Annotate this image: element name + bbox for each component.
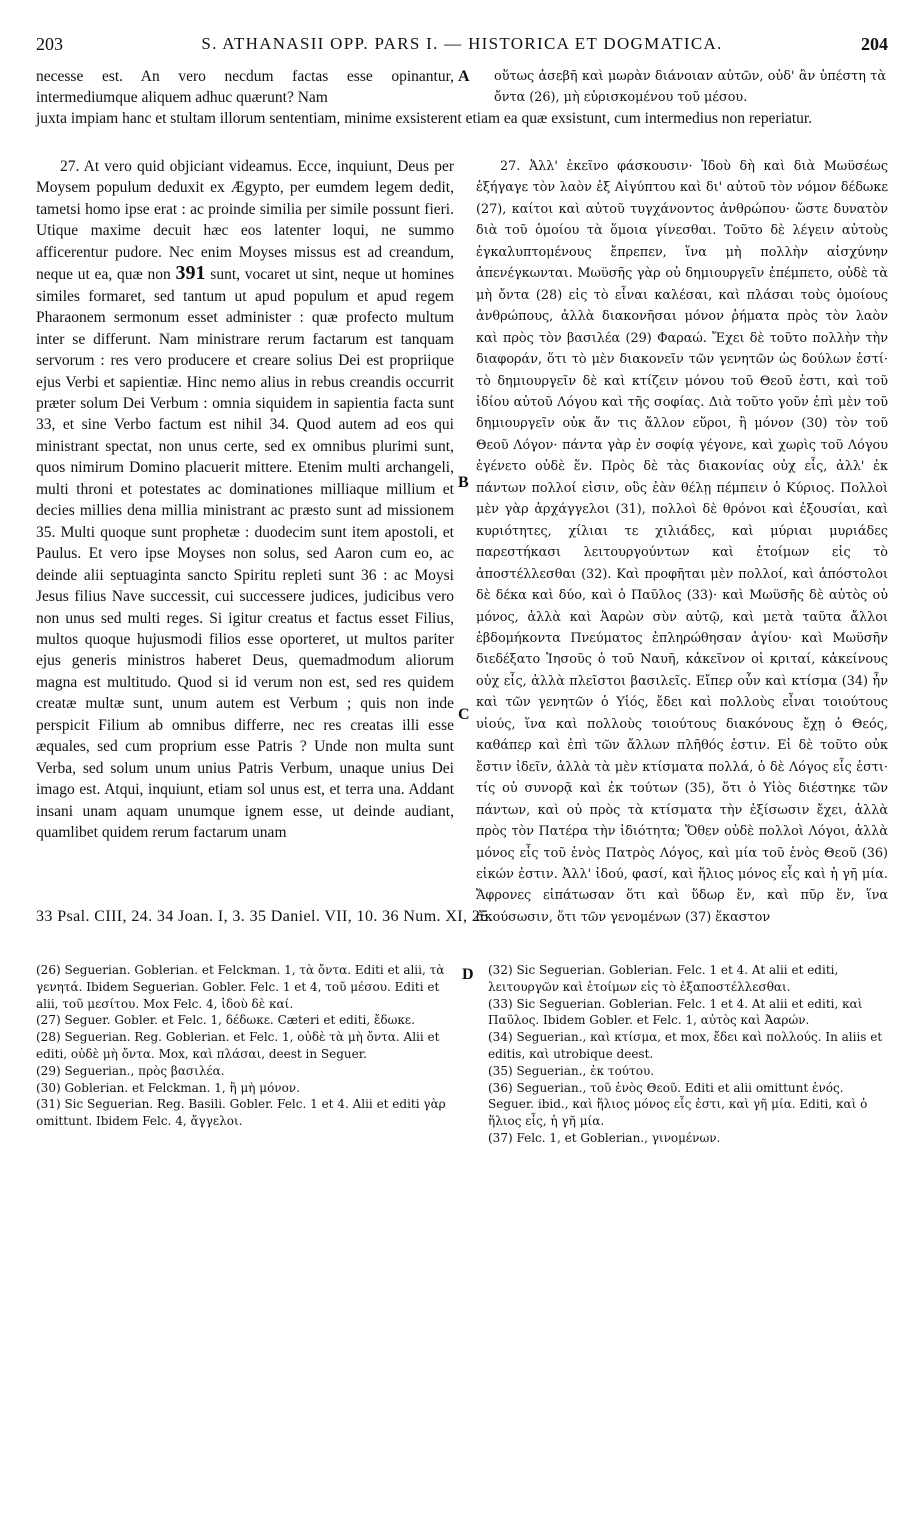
footnote-32: (32) Sic Seguerian. Goblerian. Felc. 1 et 4. At alii et editi, λειτουργῶν καὶ ἑτοίμων εἰς τὸ ἐξαποστέλλεσθαι. [488, 963, 839, 994]
running-title: S. ATHANASII OPP. PARS I. — HISTORICA ET DOGMATICA. [201, 34, 723, 53]
greek-top-lines: οὕτως ἀσεβῆ καὶ μωρὰν διάνοιαν αὐτῶν, οὐδ' ἂν ὑπέστη τὰ ὄντα (26), μὴ εὑρισκομένου τοῦ μέσου. [494, 69, 886, 105]
column-number: 391 [175, 262, 206, 285]
latin-paragraph-27 [36, 156, 454, 844]
footnote-35: (35) Seguerian., ἐκ τούτου. [488, 1063, 655, 1078]
scripture-references: 33 Psal. CIII, 24. 34 Joan. I, 3. 35 Daniel. VII, 10. 36 Num. XI, 25. [36, 908, 494, 925]
footnote-36: (36) Seguerian., τοῦ ἑνὸς Θεοῦ. Editi et alii omittunt ἑνός. Seguer. ibid., καὶ ἥλιος μόνος εἷς ἐστι, καὶ γῆ μία. Editi, καὶ ὁ ἥλιος εἷς, ἡ γῆ μία. [488, 1080, 868, 1129]
footnote-31: (31) Sic Seguerian. Reg. Basili. Gobler. Felc. 1 et 4. Alii et editi γὰρ omittunt. Ibidem Felc. 4, ἄγγελοι. [36, 1097, 446, 1129]
footnote-34: (34) Seguerian., καὶ κτίσμα, et mox, ἔδει καὶ πολλούς. In aliis et editis, καὶ utrobique deest. [488, 1030, 883, 1061]
margin-marker-a: A [458, 68, 470, 85]
footnote-26: (26) Seguerian. Goblerian. et Felckman. 1, τὰ ὄντα. Editi et alii, τὰ γενητά. Ibidem Seguerian. Gobler. Felc. 1 et 4, τοῦ μέσου. Editi et alii, τοῦ μεσίτου. Mox Felc. 4, ἰδοὺ δὲ καί. [36, 963, 445, 1011]
page-number-right: 204 [861, 34, 888, 54]
footnote-28: (28) Seguerian. Reg. Goblerian. et Felc. 1, οὐδὲ τὰ μὴ ὄντα. Alii et editi, οὐδὲ μὴ ὄντα. Mox, καὶ πλάσαι, deest in Seguer. [36, 1030, 440, 1061]
footnote-27: (27) Seguer. Gobler. et Felc. 1, δέδωκε. Cæteri et editi, ἔδωκε. [36, 1013, 415, 1028]
latin-column [36, 156, 454, 886]
margin-marker-b: B [458, 474, 469, 491]
footnotes-right [488, 962, 890, 1147]
latin-text-part-2: sunt, vocaret ut sint, neque ut homines similes formaret, sed tantum ut apud populum et apud regem Pharaonem sermonum esset administer : quæ profecto multum inter se differunt. Nam ministrare rerum factarum est tanquam servorum : res vero producere et creare solius Dei est propriique ejus Verbi et sapientiæ. Hinc nemo alius in rebus creandis occurrit præter solum Dei Verbum : omnia siquidem in sapientia facta sunt 33, et sine Verbo factum est nihil 34. Quod autem ad eos qui ministrant spectat, non unus certe, sed ex omnibus plurimi sunt, quos nimirum Domino placuerit mittere. Etenim multi archangeli, multi throni et potestates ac dominationes milliaque millium et decies millies dena millia ministrant ac præsto sunt ad missionem 35. Multi quoque sunt prophetæ : duodecim sunt item apostoli, et Paulus. Et vero ipse Moyses non solus, sed Aaron cum eo, ac deinde alii septuaginta sancto Spiritu repleti sunt 36 : ac Moysi Jesus filius Nave successit, cui successere judices, judicibus vero non unus sed multi reges. Si igitur creatus et factus esset Filius, multos quoque hujusmodi filios esse oporteret, ut multos pariter ejus generis ministros haberet Deus, quemadmodum aliorum magna est multitudo. Quod si id verum non est, sed res quidem creatæ multæ sunt, unum autem est Verbum ; quis non inde perspicit Filium ab omnibus differre, nec res creatas illi esse æquales, sed cum proprium esse Patris ? Unde non multa sunt Verba, sed solum unum unius Patris Verbum, unaque unius Dei imago est. Atqui, inquiunt, etiam sol unus est, et terra una. Addant insani unam aquam unumque ignem esse, ut deinde audiant, quamlibet quidem rerum factarum unam [36, 266, 454, 842]
latin-full-width-line: juxta impiam hanc et stultam illorum sententiam, minime exsisterent etiam ea quæ exsistunt, cum intermedius non reperiatur. [36, 110, 813, 127]
margin-marker-c: C [458, 706, 470, 723]
footnote-30: (30) Goblerian. et Felckman. 1, ἢ μὴ μόνον. [36, 1080, 300, 1095]
margin-marker-d: D [462, 966, 474, 983]
footnotes-left [36, 962, 446, 1130]
footnote-29: (29) Seguerian., πρὸς βασιλέα. [36, 1063, 225, 1078]
footnote-37: (37) Felc. 1, et Goblerian., γινομένων. [488, 1130, 721, 1145]
footnote-33: (33) Sic Seguerian. Goblerian. Felc. 1 et 4. At alii et editi, καὶ Παῦλος. Ibidem Gobler. et Felc. 1, αὐτὸς καὶ Ἀαρών. [488, 996, 863, 1028]
greek-column [476, 156, 888, 925]
page-number-left: 203 [36, 34, 63, 54]
latin-top-lines: necesse est. An vero necdum factas esse opinantur, intermediumque aliquem adhuc quærunt? Nam [36, 68, 454, 106]
greek-paragraph-27: 27. Ἀλλ' ἐκεῖνο φάσκουσιν· Ἰδοὺ δὴ καὶ διὰ Μωϋσέως ἐξήγαγε τὸν λαὸν ἐξ Αἰγύπτου καὶ δι' αὐτοῦ τὸν νόμον δέδωκε (27), καίτοι καὶ αὐτοῦ τυγχάνοντος ἀνθρώπου· ὥστε δυνατὸν διὰ τοῦ ὁμοίου τὰ ὅμοια γίνεσθαι. Τοῦτο δὲ λέγειν αὐτοὺς ἐγκαλυπτομένους ἔπρεπεν, ἵνα μὴ πολλὴν αἰσχύνην ἀπενέγκωνται. Μωϋσῆς γὰρ οὐ δημιουργεῖν ἐπέμπετο, οὐδὲ τὰ μὴ ὄντα (28) εἰς τὸ εἶναι καλέσαι, καὶ πλάσαι τοὺς ὁμοίους ἀνθρώπους, ἀλλὰ διακονῆσαι μόνον ῥήματα πρὸς τὸν λαὸν καὶ πρὸς τὸν βασιλέα (29) Φαραώ. Ἔχει δὲ τοῦτο πολλὴν τὴν διαφοράν, ὅτι τὸ μὲν διακονεῖν τῶν γενητῶν ὡς δούλων ἐστί· τὸ δημιουργεῖν δὲ καὶ κτίζειν μόνου τοῦ Θεοῦ ἐστι, καὶ τοῦ ἰδίου αὐτοῦ Λόγου καὶ τῆς σοφίας. Διὰ τοῦτο γοῦν ἐπὶ μὲν τοῦ δημιουργεῖν οὐκ ἄν τις ἄλλον εὕροι, ἢ μόνον (30) τὸν τοῦ Θεοῦ Λόγον· πάντα γὰρ ἐν σοφίᾳ γέγονε, καὶ χωρὶς τοῦ Λόγου ἐγένετο οὐδὲ ἕν. Πρὸς δὲ τὰς διακονίας οὐχ εἷς, ἀλλ' ἐκ πάντων πολλοί εἰσιν, οὓς ἐὰν θέλῃ πέμπειν ὁ Κύριος. Πολλοὶ μὲν γὰρ ἀρχάγγελοι (31), πολλοὶ δὲ θρόνοι καὶ ἐξουσίαι, καὶ κυριότητες, χίλιαι τε χιλιάδες, καὶ μύριαι μυριάδες παρεστήκασι λειτουργούντων καὶ ἑτοίμων εἰς τὸ ἀποστέλλεσθαι (32). Καὶ προφῆται μὲν πολλοί, καὶ ἀπόστολοι δὲ δέκα καὶ δύο, καὶ ὁ Παῦλος (33)· καὶ Μωϋσῆς δὲ αὐτὸς οὐ μόνος, ἀλλὰ καὶ Ἀαρὼν σὺν αὐτῷ, καὶ μετὰ ταῦτα ἄλλοι ἑβδομήκοντα Πνεύματος ἐπληρώθησαν ἁγίου· καὶ Μωϋσῆν διεδέξατο Ἰησοῦς ὁ τοῦ Ναυῆ, κἀκεῖνον οἱ κριταί, κἀκείνους οὐχ εἷς, ἀλλὰ πλεῖστοι βασιλεῖς. Εἴπερ οὖν καὶ κτίσμα (34) ἦν καὶ τῶν γενητῶν ὁ Υἱός, ἔδει καὶ πολλοὺς εἶναι τοιούτους υἱούς, ἵνα καὶ πολλοὺς τοιούτους διακόνους ἔχῃ ὁ Θεός, καθάπερ καὶ ἐπὶ τῶν ἄλλων πλῆθός ἐστιν. Εἰ δὲ τοῦτο οὐκ ἔστιν ἰδεῖν, ἀλλὰ τὰ μὲν κτίσματα πολλά, ὁ δὲ Λόγος εἷς ἐστι· τίς οὐ συνορᾷ καὶ ἐκ τούτων (35), ὅτι ὁ Υἱὸς διέστηκε τῶν πάντων, καὶ οὐ πρὸς τὰ κτίσματα τὴν ἐξίσωσιν ἔχει, ἀλλὰ πρὸς τὸν Πατέρα τὴν ἰδιότητα; Ὅθεν οὐδὲ πολλοὶ Λόγοι, ἀλλὰ μόνος εἷς τοῦ ἑνὸς Πατρὸς Λόγος, καὶ μία τοῦ ἑνὸς Θεοῦ (36) εἰκών ἐστιν. Ἀλλ' ἰδού, φασί, καὶ ἥλιος μόνος εἷς καὶ ἡ γῆ μία. Ἄφρονες εἰπάτωσαν ὅτι καὶ ὕδωρ ἕν, καὶ πῦρ ἕν, ἵνα ἀκούσωσιν, ὅτι τῶν γενομένων (37) ἕκαστον [476, 159, 888, 925]
page-header [36, 34, 888, 64]
latin-text-part-1: 27. At vero quid objiciant videamus. Ecce, inquiunt, Deus per Moysem populum deduxit ex Ægypto, per eumdem legem dedit, tametsi homo ipse erat : ac proinde similia per simile possunt fieri. Utique maxime decuit hæc eos latenter loqui, ne summo afficerentur pudore. Nec enim Moyses missus est ad creandum, neque ut ea, quæ non [36, 158, 454, 284]
